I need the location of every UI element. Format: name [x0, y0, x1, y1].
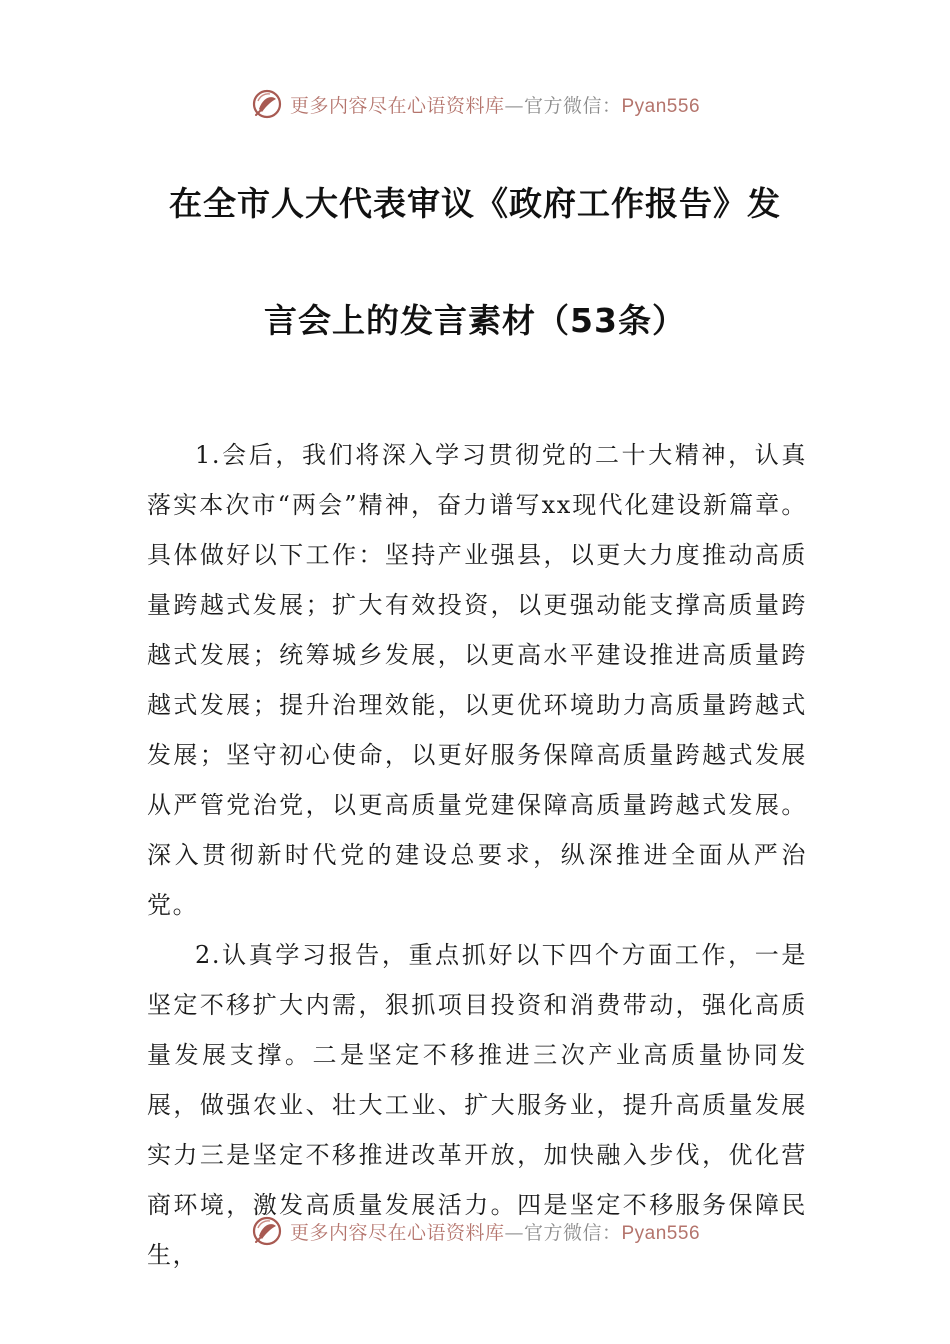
header-banner — [0, 84, 950, 124]
banner-account: Pyan556 — [621, 95, 701, 117]
banner-brand: 更多内容尽在心语资料库 — [289, 94, 505, 117]
document-body — [147, 430, 807, 1280]
paragraph: 1.会后，我们将深入学习贯彻党的二十大精神，认真落实本次市“两会”精神，奋力谱写xx现代化建设新篇章。具体做好以下工作：坚持产业强县，以更大力度推动高质量跨越式发展；扩大有效投资，以更强动能支撑高质量跨越式发展；统筹城乡发展，以更高水平建设推进高质量跨越式发展；提升治理效能，以更优环境助力高质量跨越式发展；坚守初心使命，以更好服务保障高质量跨越式发展从严管党治党，以更高质量党建保障高质量跨越式发展。深入贯彻新时代党的建设总要求，纵深推进全面从严治党。 — [147, 441, 807, 919]
footer-banner — [0, 1211, 950, 1251]
banner-wechat-label: 官方微信： — [523, 1221, 622, 1244]
pen-swirl-logo-icon — [250, 87, 284, 121]
document-title-line-1: 在全市人大代表审议《政府工作报告》发 — [169, 184, 781, 223]
paragraph: 2.认真学习报告，重点抓好以下四个方面工作，一是坚定不移扩大内需，狠抓项目投资和消费带动，强化高质量发展支撑。二是坚定不移推进三次产业高质量协同发展，做强农业、壮大工业、扩大服务业，提升高质量发展实力三是坚定不移推进改革开放，加快融入步伐，优化营商环境，激发高质量发展活力。四是坚定不移服务保障民生， — [147, 941, 807, 1269]
header-banner-text — [290, 91, 700, 118]
banner-brand: 更多内容尽在心语资料库 — [289, 1221, 505, 1244]
document-title-line-2: 言会上的发言素材（53条） — [264, 301, 686, 340]
banner-wechat-label: 官方微信： — [523, 94, 622, 117]
banner-separator: — — [504, 1221, 524, 1244]
banner-account: Pyan556 — [621, 1222, 701, 1244]
pen-swirl-logo-icon — [250, 1214, 284, 1248]
banner-separator: — — [504, 94, 524, 117]
footer-banner-text — [290, 1218, 700, 1245]
